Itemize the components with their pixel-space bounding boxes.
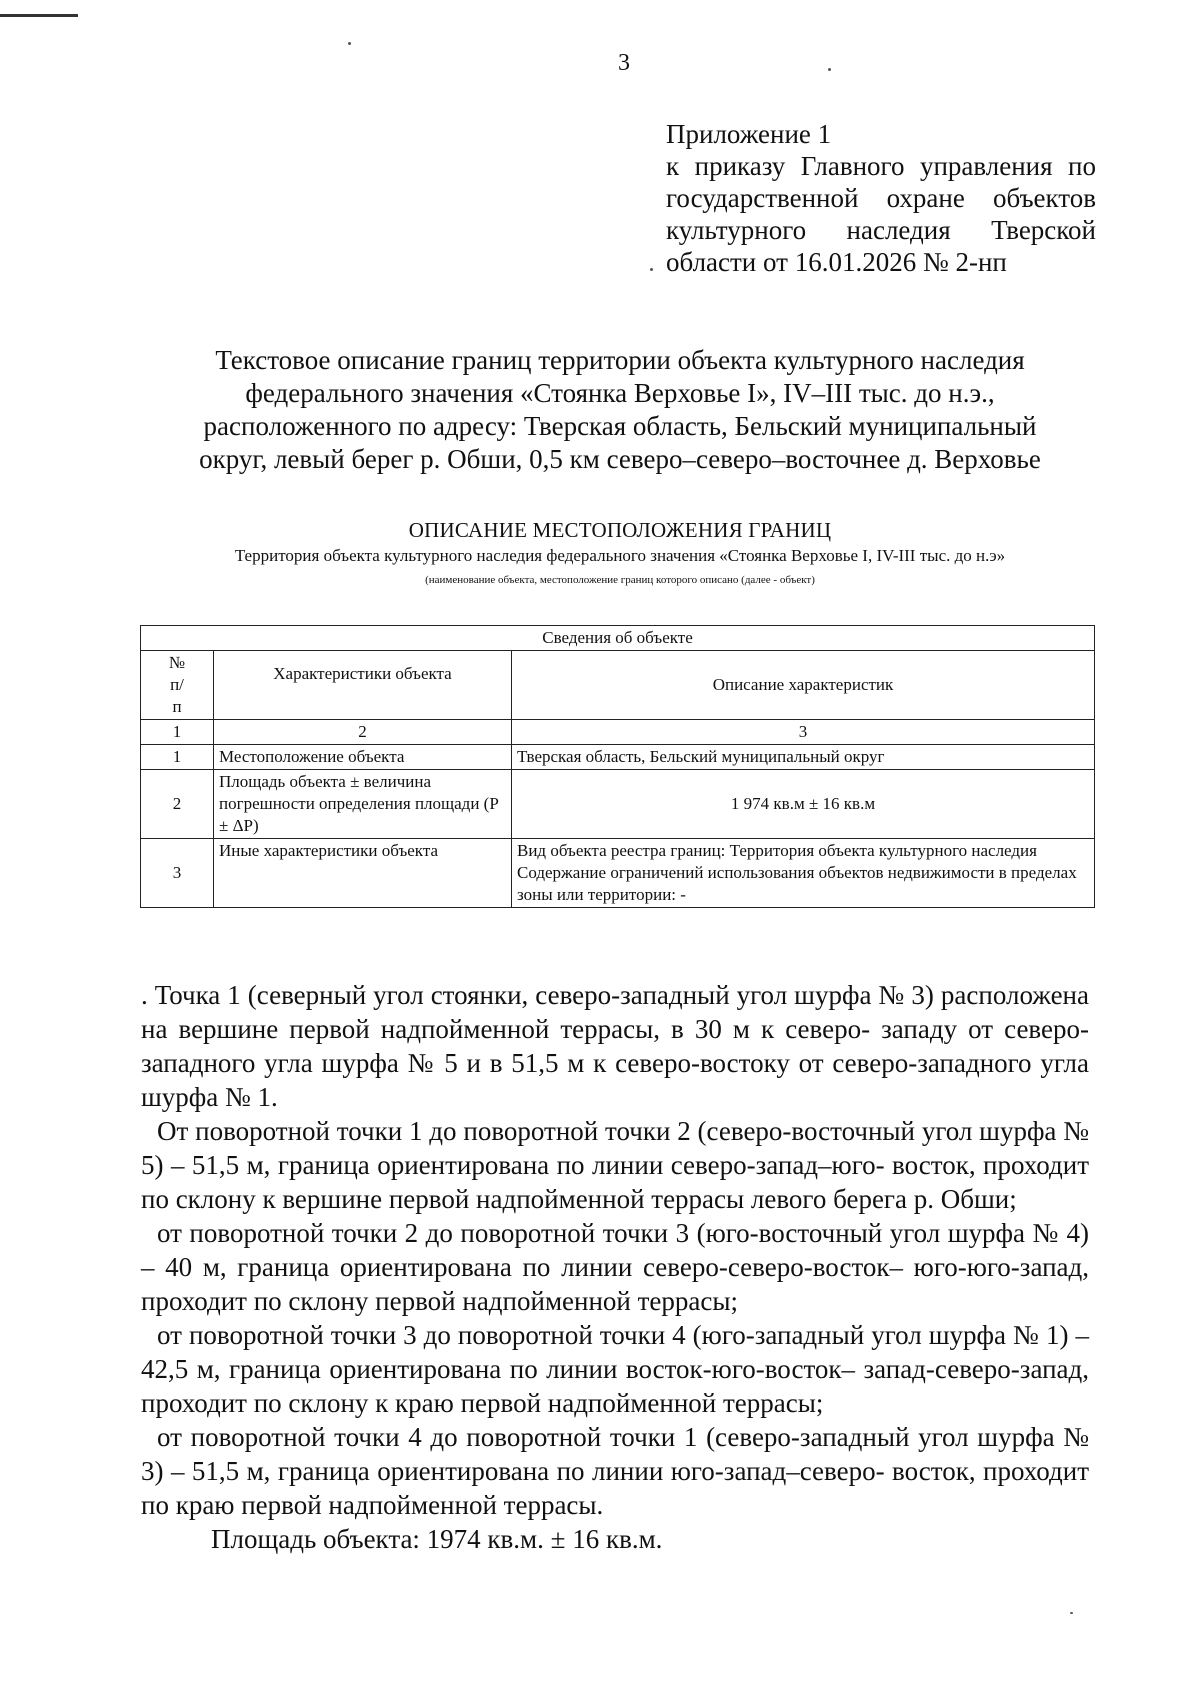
object-info-table — [140, 625, 1095, 908]
scan-speck — [1070, 1612, 1073, 1614]
object-name-note: (наименование объекта, местоположение границ которого описано (далее - объект) — [425, 574, 815, 586]
boundary-description — [141, 978, 1089, 1556]
appendix-line: Приложение 1 — [666, 119, 832, 149]
title-line: округ, левый берег р. Обши, 0,5 км северо–северо–восточнее д. Верховье — [199, 444, 1041, 474]
page-number: 3 — [618, 50, 630, 76]
colnum-cell: 1 — [141, 720, 214, 745]
scan-edge-mark — [0, 14, 78, 17]
paragraph: От поворотной точки 1 до поворотной точки 2 (северо-восточный угол шурфа № 5) – 51,5 м, граница ориентирована по линии северо-запад–юго- восток, проходит по склону к вершине первой надпойменной террасы левого берега р. Обши; — [141, 1116, 1089, 1214]
table-caption: Сведения об объекте — [141, 626, 1095, 651]
table-row — [141, 745, 1095, 770]
row-number: 2 — [141, 770, 214, 839]
table-row — [141, 839, 1095, 908]
appendix-line: государственной охране объектов — [666, 183, 1096, 213]
appendix-block — [666, 118, 1096, 278]
description-line: Вид объекта реестра границ: Территория объекта культурного наследия — [517, 841, 1037, 860]
colnum-cell: 3 — [512, 720, 1095, 745]
title-line: Текстовое описание границ территории объекта культурного наследия — [215, 345, 1025, 375]
row-description — [512, 839, 1095, 908]
appendix-line: к приказу Главного управления по — [666, 151, 1096, 181]
row-characteristic: Площадь объекта ± величина погрешности определения площади (P ± ΔP) — [214, 770, 512, 839]
description-line: Содержание ограничений использования объектов недвижимости в пределах зоны или территории: - — [517, 863, 1077, 904]
row-number: 1 — [141, 745, 214, 770]
table-colnum-row — [141, 720, 1095, 745]
paragraph: от поворотной точки 2 до поворотной точки 3 (юго-восточный угол шурфа № 4) – 40 м, граница ориентирована по линии северо-северо-восток– юго-юго-запад, проходит по склону первой надпойменной террасы; — [141, 1218, 1089, 1316]
appendix-line: культурного наследия Тверской — [666, 215, 1096, 245]
title-line: федерального значения «Стоянка Верховье I», IV–III тыс. до н.э., — [245, 378, 995, 408]
row-characteristic: Местоположение объекта — [214, 745, 512, 770]
section-heading: ОПИСАНИЕ МЕСТОПОЛОЖЕНИЯ ГРАНИЦ — [408, 518, 832, 542]
paragraph: от поворотной точки 4 до поворотной точки 1 (северо-западный угол шурфа № 3) – 51,5 м, граница ориентирована по линии юго-запад–северо- восток, проходит по краю первой надпойменной террасы. — [141, 1422, 1089, 1520]
table-caption-row — [141, 626, 1095, 651]
table-header-row — [141, 651, 1095, 720]
area-paragraph: Площадь объекта: 1974 кв.м. ± 16 кв.м. — [211, 1524, 663, 1554]
document-title — [120, 344, 1120, 476]
header-description: Описание характеристик — [512, 651, 1095, 720]
title-line: расположенного по адресу: Тверская область, Бельский муниципальный — [203, 411, 1037, 441]
table-row — [141, 770, 1095, 839]
appendix-line: области от 16.01.2026 № 2-нп — [666, 247, 1007, 277]
object-name: Территория объекта культурного наследия федерального значения «Стоянка Верховье I, IV-III тыс. до н.э» — [234, 546, 1006, 565]
row-number: 3 — [141, 839, 214, 908]
header-characteristic: Характеристики объекта — [214, 651, 512, 720]
header-number: № п/ п — [141, 651, 214, 720]
paragraph: от поворотной точки 3 до поворотной точки 4 (юго-западный угол шурфа № 1) – 42,5 м, граница ориентирована по линии восток-юго-восток– запад-северо-запад, проходит по склону к краю первой надпойменной террасы; — [141, 1320, 1089, 1418]
scan-speck — [348, 42, 351, 45]
paragraph: . Точка 1 (северный угол стоянки, северо-западный угол шурфа № 3) расположена на вершине первой надпойменной террасы, в 30 м к северо- западу от северо-западного угла шурфа № 5 и в 51,5 м к северо-востоку от северо-западного угла шурфа № 1. — [141, 980, 1089, 1112]
colnum-cell: 2 — [214, 720, 512, 745]
scan-speck — [650, 268, 653, 271]
row-description: Тверская область, Бельский муниципальный округ — [512, 745, 1095, 770]
row-characteristic: Иные характеристики объекта — [214, 839, 512, 908]
row-description: 1 974 кв.м ± 16 кв.м — [512, 770, 1095, 839]
